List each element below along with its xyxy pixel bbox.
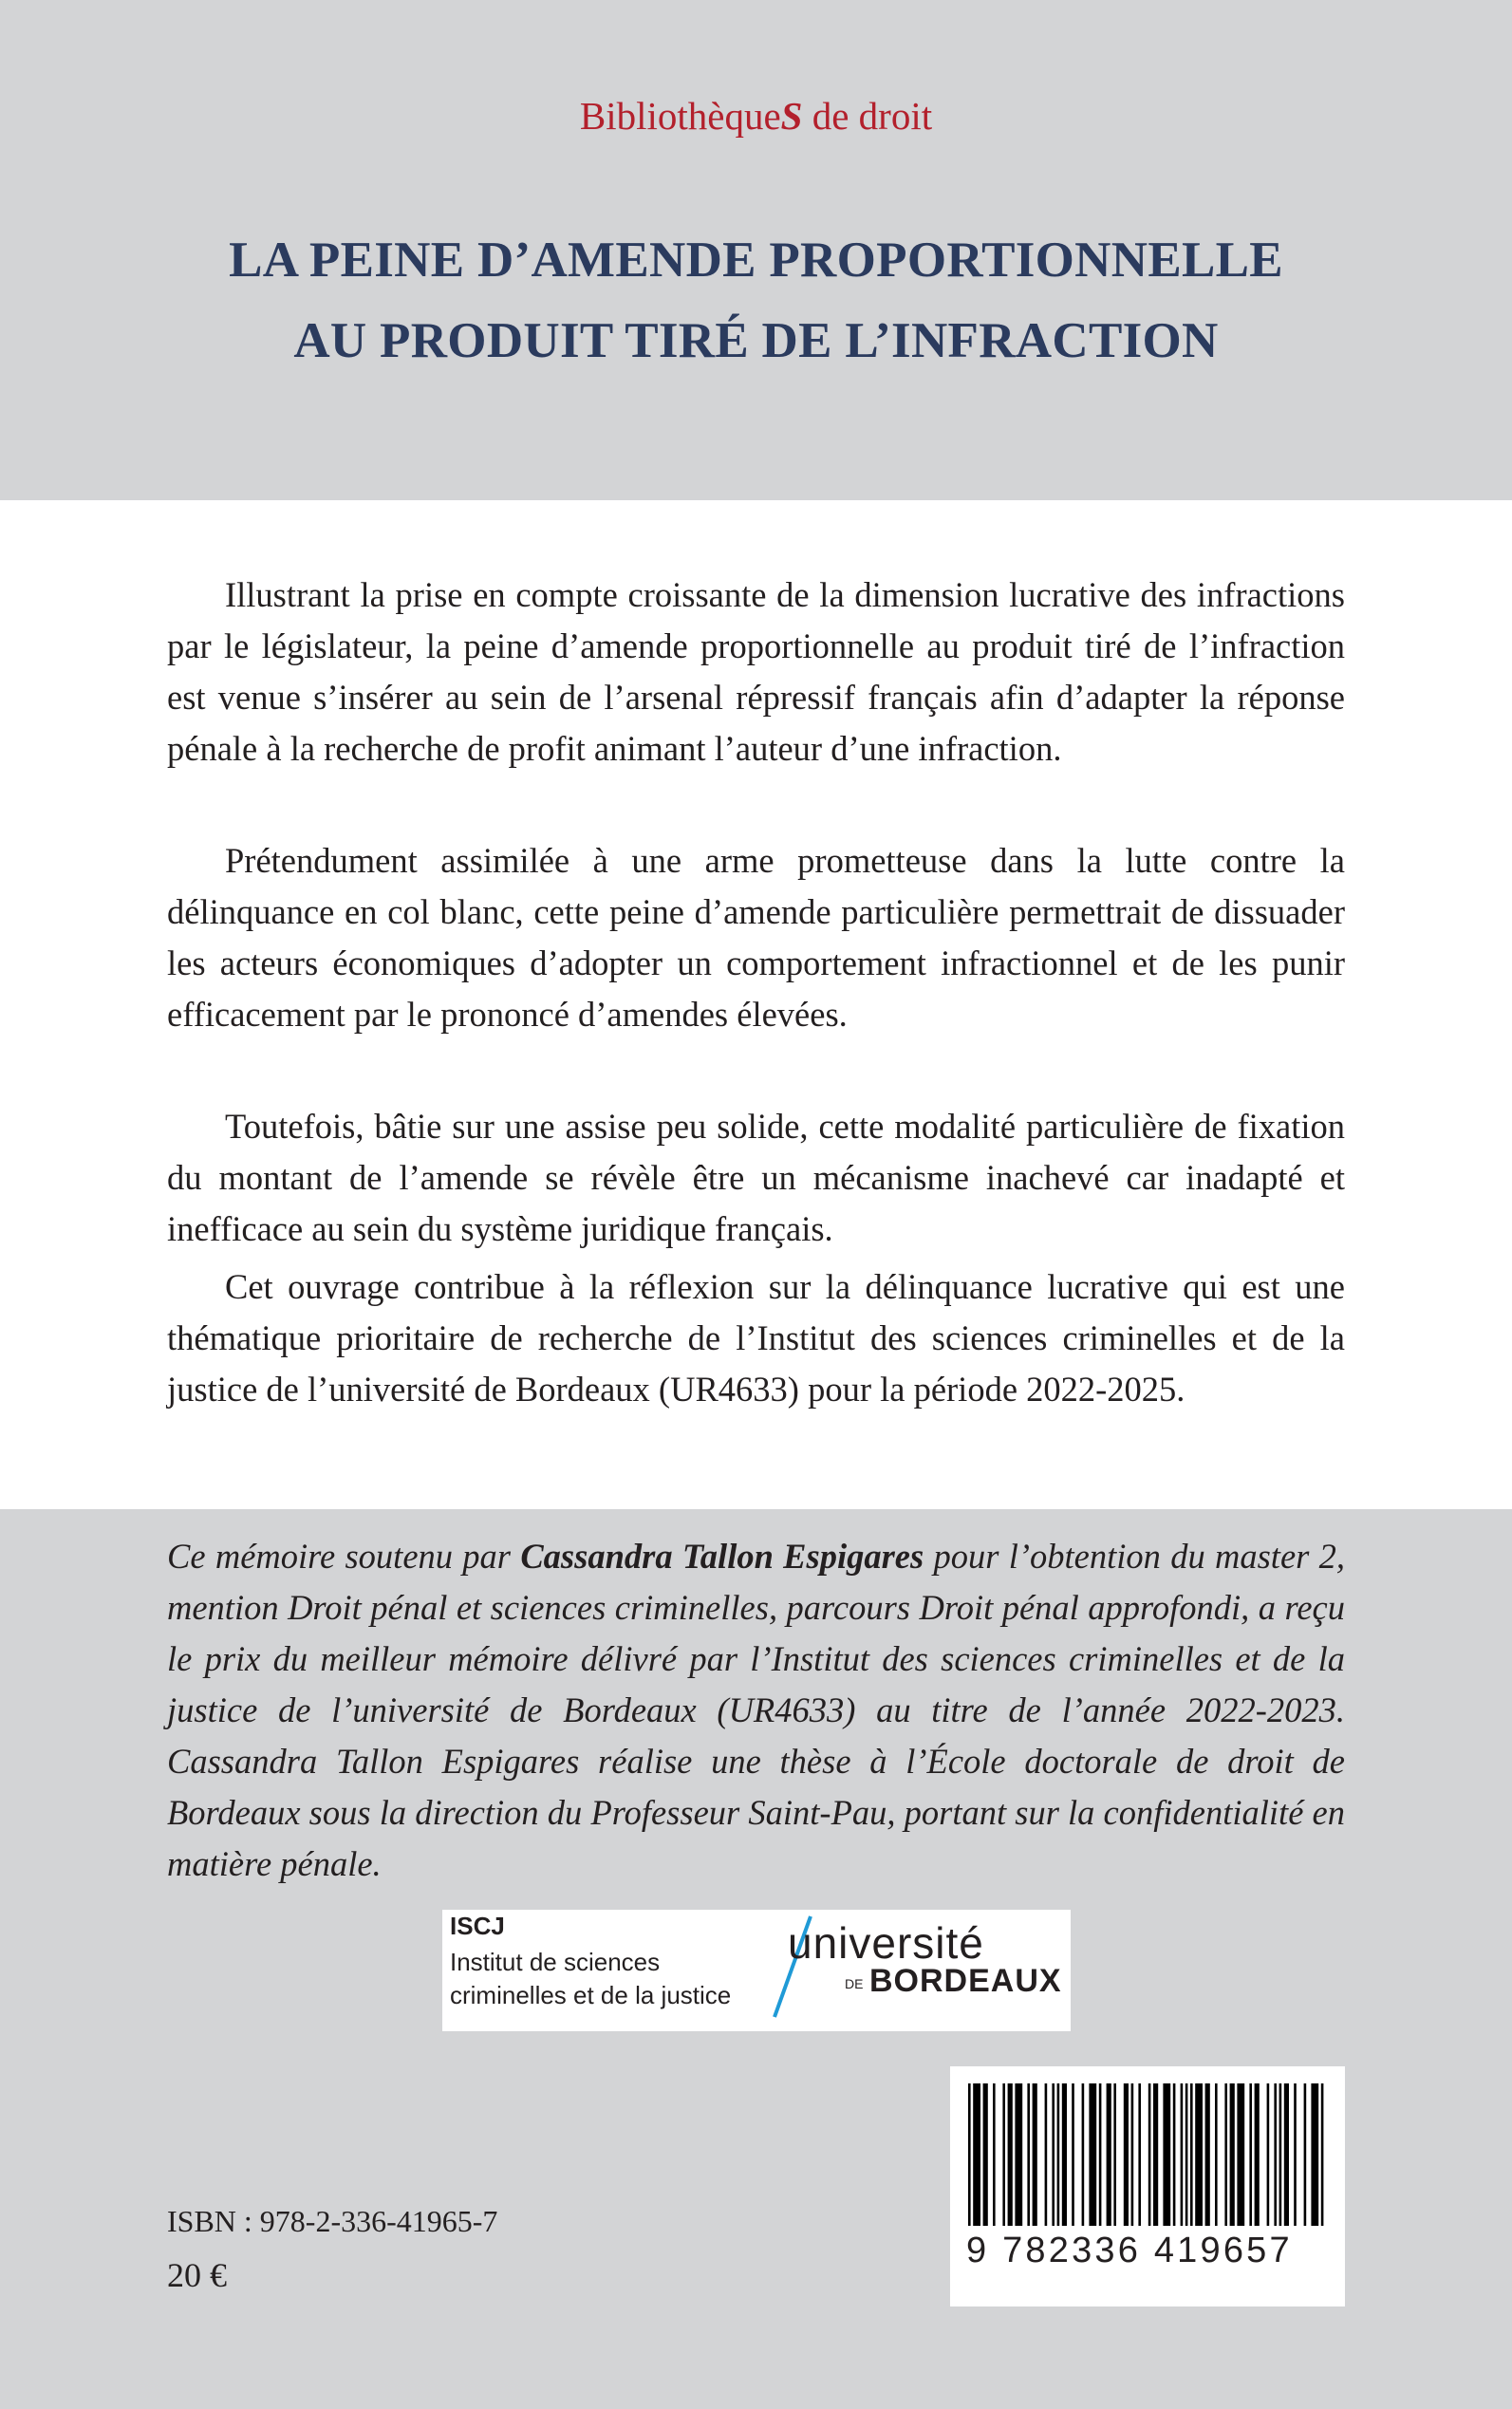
iscj-logo-line-1: Institut de sciences xyxy=(450,1948,661,1976)
barcode-number: 9 782336 419657 xyxy=(966,2231,1293,2270)
university-logo-city: BORDEAUX xyxy=(869,1963,1062,1999)
summary-paragraph-3: Toutefois, bâtie sur une assise peu solide, cette modalité particulière de fixation du montant de l’amende se révèle être un mécanisme inachevé car inadapté et inefficace au sein du système juridique français. xyxy=(167,1107,1345,1248)
author-name: Cassandra Tallon Espigares xyxy=(520,1537,924,1576)
iscj-logo-line-2: criminelles et de la justice xyxy=(450,1981,732,2009)
price: 20 € xyxy=(167,2256,227,2294)
author-bio: Ce mémoire soutenu par Cassandra Tallon Espigares pour l’obtention du master 2, mention Droit pénal et sciences criminelles, parcours Droit pénal approfondi, a reçu le prix du meilleur mémoire délivré par l’Institut des sciences criminelles et de la justice de l’université de Bordeaux (UR4633) au titre de l’année 2022-2023. Cassandra Tallon Espigares réalise une thèse à l’École doctorale de droit de Bordeaux sous la direction du Professeur Saint-Pau, portant sur la confidentialité en matière pénale. xyxy=(167,1537,1346,1883)
summary-paragraph-2: Prétendument assimilée à une arme prometteuse dans la lutte contre la délinquance en col blanc, cette peine d’amende particulière permettrait de dissuader les acteurs économiques d’adopter un comportement infractionnel et de les punir efficacement par le prononcé d’amendes élevées. xyxy=(167,841,1345,1034)
isbn: ISBN : 978-2-336-41965-7 xyxy=(167,2204,498,2238)
iscj-logo-acronym: ISCJ xyxy=(450,1912,505,1940)
summary-paragraph-1: Illustrant la prise en compte croissante de la dimension lucrative des infractions par le législateur, la peine d’amende proportionnelle au produit tiré de l’infraction est venue s’insérer au sein de l’arsenal répressif français afin d’adapter la réponse pénale à la recherche de profit animant l’auteur d’une infraction. xyxy=(167,575,1345,768)
title-line-2: AU PRODUIT TIRÉ DE L’INFRACTION xyxy=(293,313,1219,368)
barcode-icon xyxy=(968,2083,1329,2226)
series-name: BibliothèqueS de droit xyxy=(579,94,933,138)
summary-paragraph-4: Cet ouvrage contribue à la réflexion sur la délinquance lucrative qui est une thématique prioritaire de recherche de l’Institut des sciences criminelles et de la justice de l’université de Bordeaux (UR4633) pour la période 2022-2025. xyxy=(167,1267,1345,1409)
book-title xyxy=(0,220,1512,382)
university-logo-name: université xyxy=(788,1918,984,1968)
title-line-1: LA PEINE D’AMENDE PROPORTIONNELLE xyxy=(229,233,1283,288)
university-logo-de: DE xyxy=(845,1976,864,1991)
